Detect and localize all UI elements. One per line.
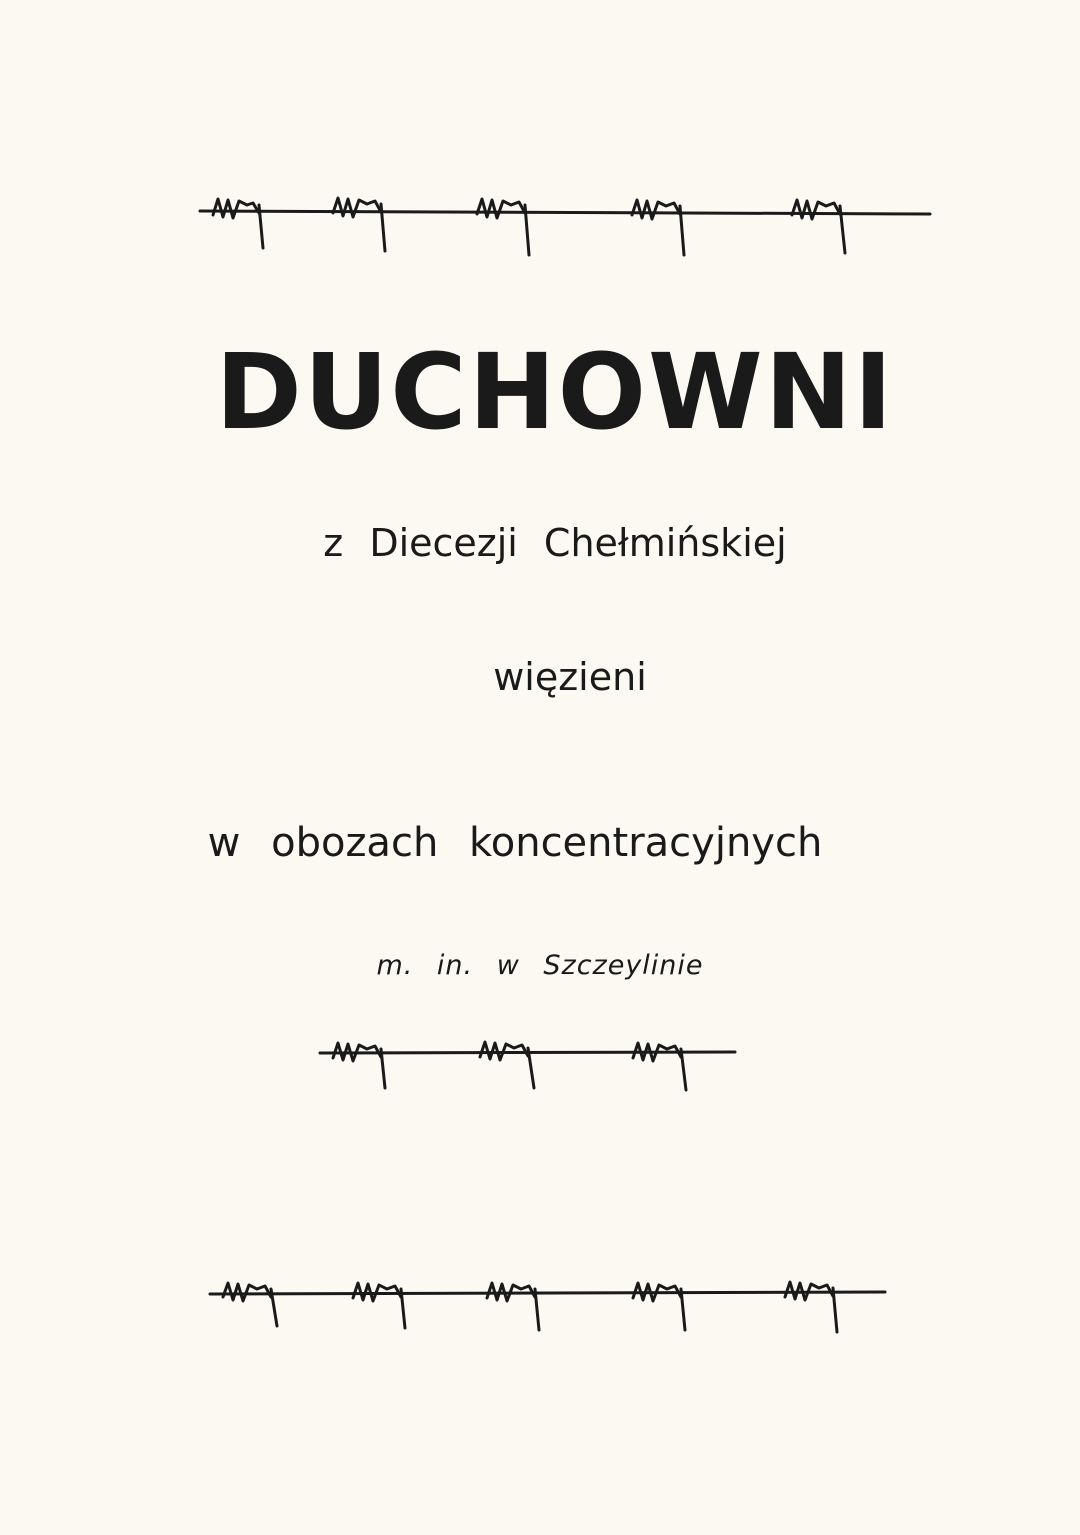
subtitle-camps: w obozach koncentracyjnych <box>207 820 823 866</box>
barbed-wire-icon <box>315 1030 745 1100</box>
document-title: DUCHOWNI <box>215 331 895 453</box>
subtitle-imprisoned: więzieni <box>493 655 647 699</box>
subtitle-location: m. in. w Szczeylinie <box>376 950 704 981</box>
barbed-wire-icon <box>195 185 935 265</box>
barbed-wire-icon <box>205 1270 895 1345</box>
subtitle-diocese: z Diecezji Chełmińskiej <box>323 521 787 565</box>
